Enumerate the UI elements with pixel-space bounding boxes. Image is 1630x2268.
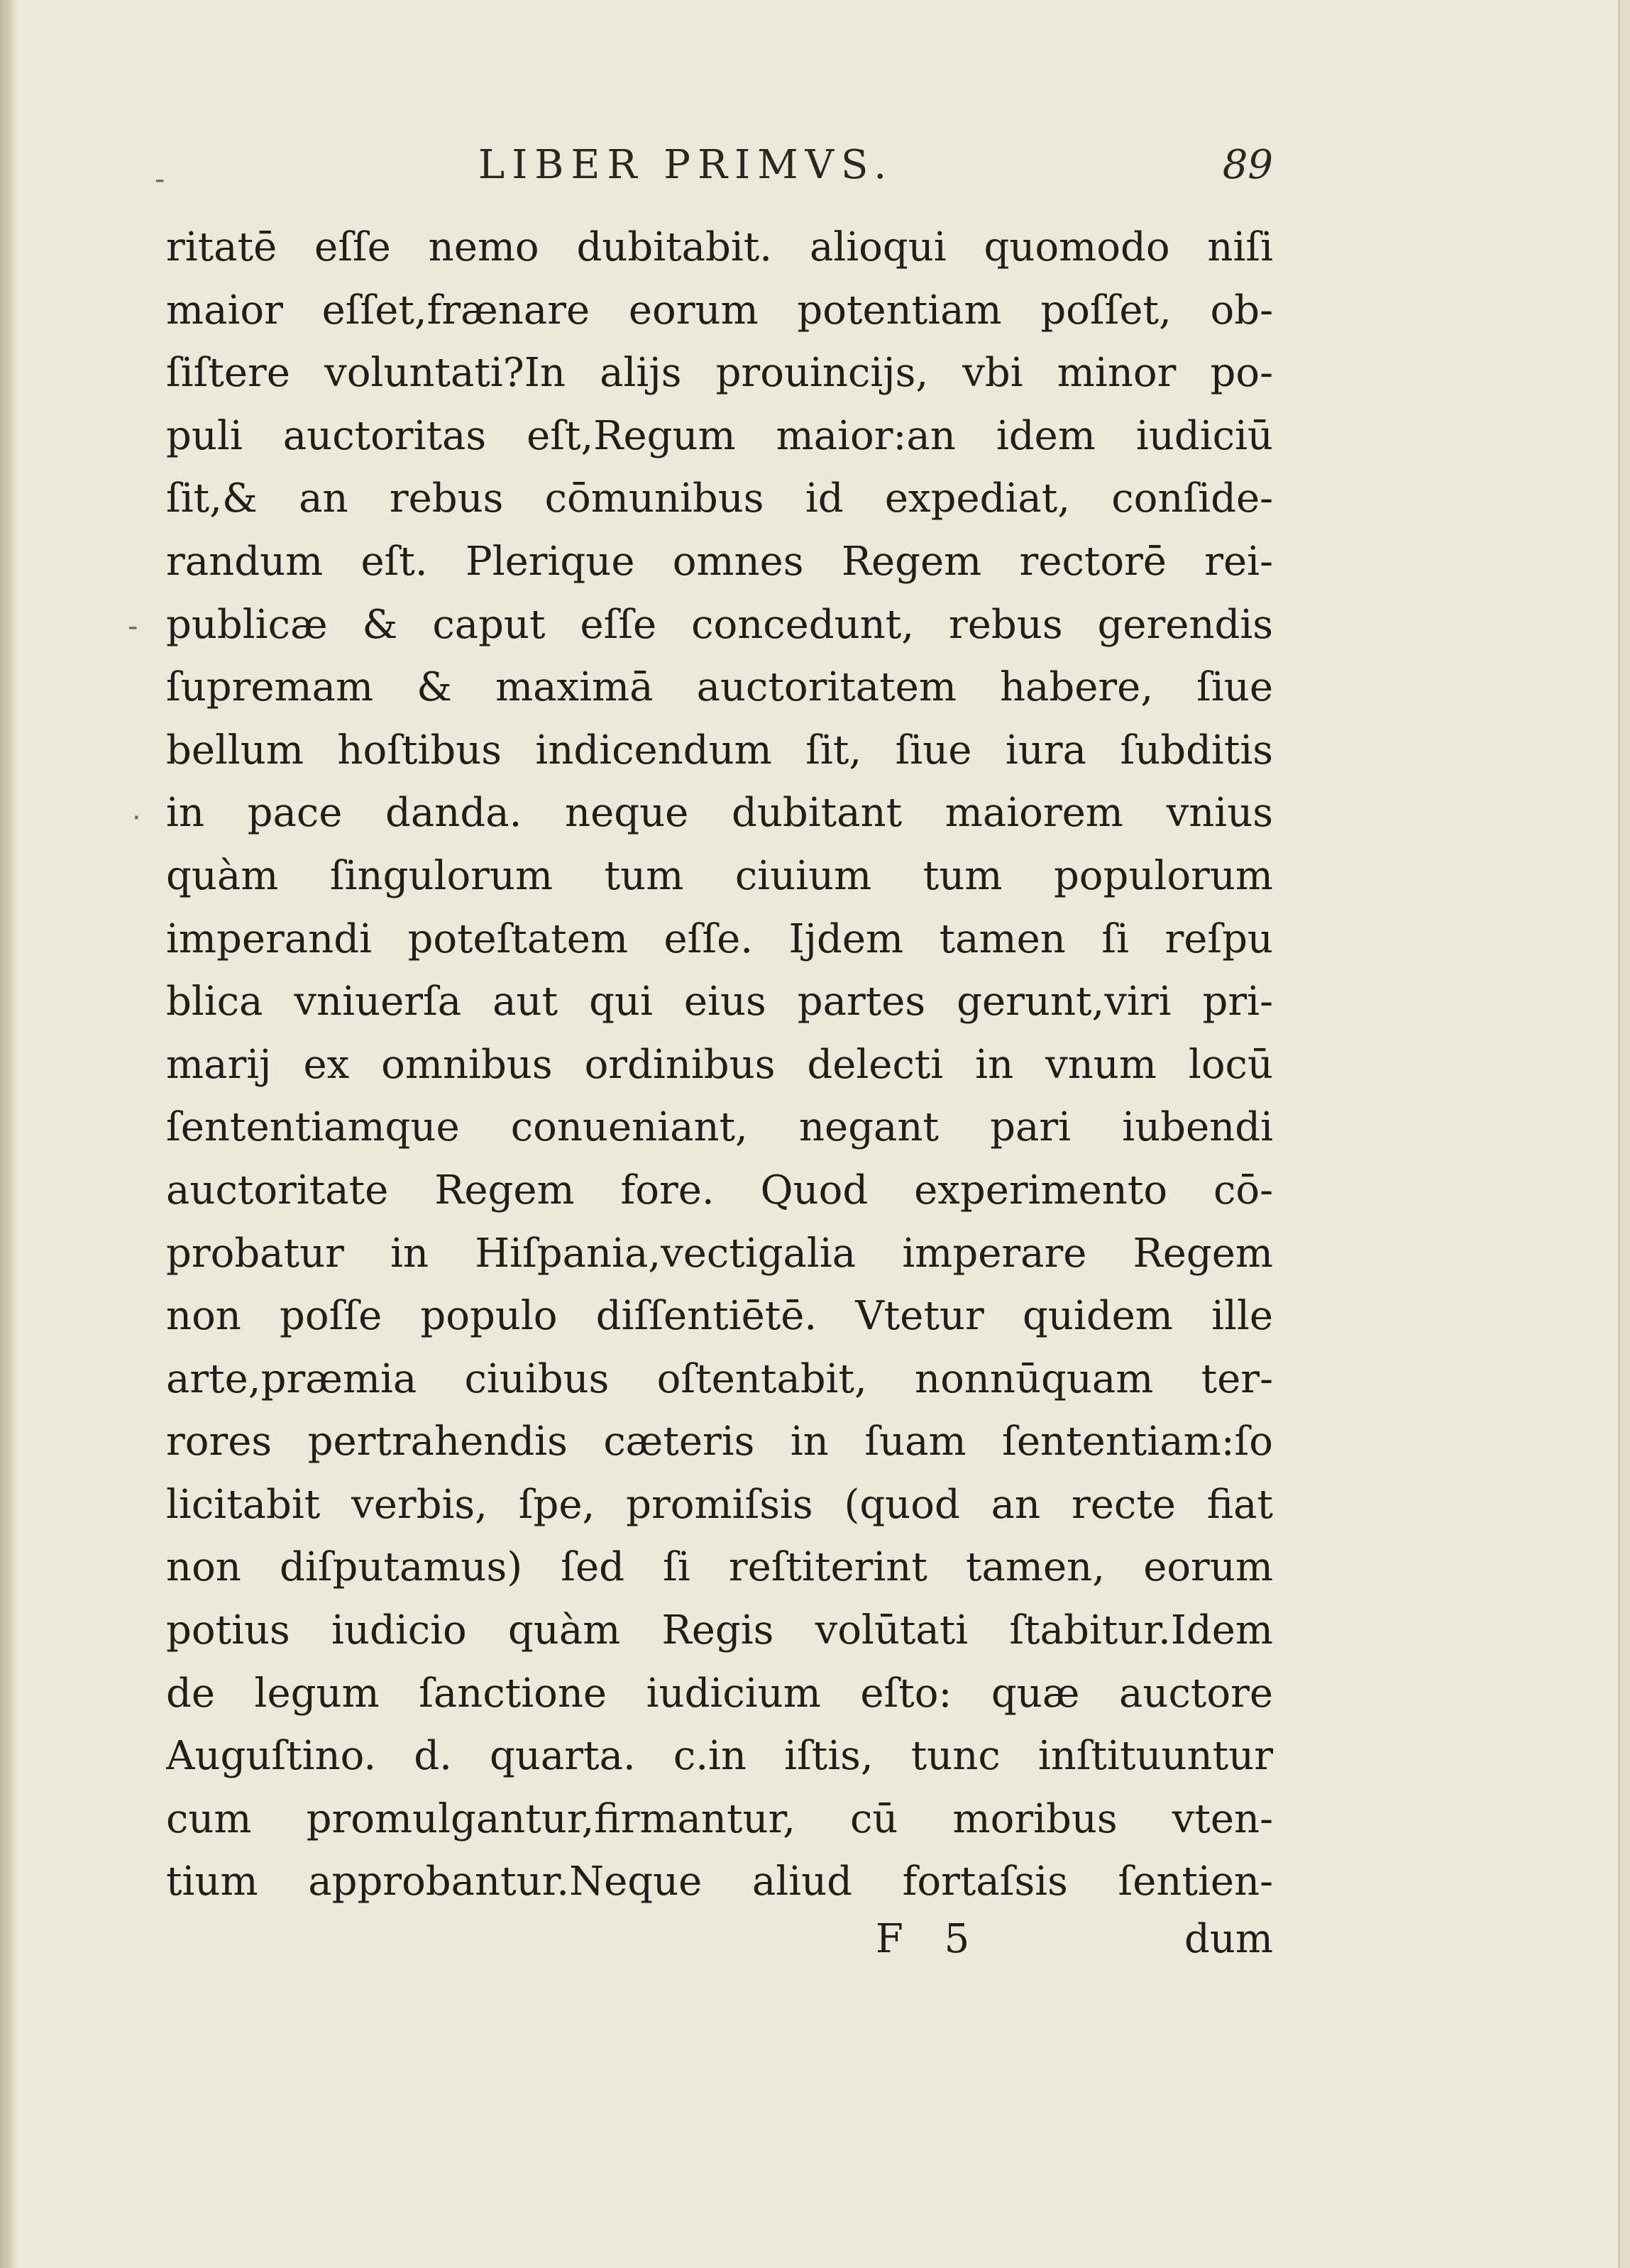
text-line: auctoritate Regem fore. Quod experimento cō- [166, 1167, 1273, 1213]
text-line: potius iudicio quàm Regis volūtati ſtabitur.Idem [166, 1607, 1273, 1654]
text-line: arte,præmia ciuibus oſtentabit, nonnūquam ter- [166, 1355, 1273, 1402]
page-edge-line [1618, 0, 1620, 2268]
text-line: tium approbantur.Neque aliud fortaſsis ſentien- [166, 1859, 1273, 1905]
text-line: ſiſtere voluntati?In alijs prouincijs, vbi minor po- [166, 350, 1273, 397]
text-line: Auguſtino. d. quarta. c.in iſtis, tunc inſtituuntur [166, 1733, 1273, 1780]
text-line: publicæ & caput eſſe concedunt, rebus gerendis [166, 601, 1273, 648]
text-line: blica vniuerſa aut qui eius partes gerunt,viri pri- [166, 979, 1273, 1025]
text-line: marij ex omnibus ordinibus delecti in vnum locū [166, 1041, 1273, 1088]
text-line: ritatē eſſe nemo dubitabit. alioqui quomodo niſi [166, 224, 1273, 270]
binding-gutter [0, 0, 18, 2268]
text-line: quàm ſingulorum tum ciuium tum populorum [166, 852, 1273, 899]
text-line: non poſſe populo diſſentiētē. Vtetur quidem ille [166, 1293, 1273, 1340]
page-number: 89 [1222, 142, 1273, 188]
margin-dash: - [155, 163, 165, 196]
text-line: ſit,& an rebus cōmunibus id expediat, conſide- [166, 475, 1273, 522]
running-head [166, 142, 1273, 199]
running-head-title: LIBER PRIMVS. [478, 142, 894, 188]
text-line: licitabit verbis, ſpe, promiſsis (quod an recte fiat [166, 1481, 1273, 1528]
signature-line [166, 1916, 1273, 1980]
margin-mark: · [132, 802, 141, 835]
text-line: imperandi poteſtatem eſſe. Ijdem tamen ſi reſpu [166, 915, 1273, 962]
text-line: puli auctoritas eſt,Regum maior:an idem iudiciū [166, 412, 1273, 459]
text-line: rores pertrahendis cæteris in ſuam ſententiam:ſo [166, 1419, 1273, 1465]
catchword: dum [1184, 1916, 1273, 1962]
text-line: randum eſt. Plerique omnes Regem rectorē rei- [166, 538, 1273, 585]
signature-mark: F 5 [876, 1916, 984, 1962]
text-line: de legum ſanctione iudicium eſto: quæ auctore [166, 1670, 1273, 1717]
text-line: non diſputamus) ſed ſi reſtiterint tamen, eorum [166, 1544, 1273, 1591]
text-line: bellum hoſtibus indicendum ſit, ſiue iura ſubditis [166, 727, 1273, 774]
text-line: cum promulgantur,firmantur, cū moribus vten- [166, 1795, 1273, 1842]
body-text [166, 216, 1273, 1914]
text-line: ſupremam & maximā auctoritatem habere, ſiue [166, 664, 1273, 711]
text-line: probatur in Hiſpania,vectigalia imperare Regem [166, 1230, 1273, 1277]
page-edge [1620, 0, 1630, 2268]
text-line: in pace danda. neque dubitant maiorem vnius [166, 790, 1273, 837]
text-line: ſententiamque conueniant, negant pari iubendi [166, 1104, 1273, 1151]
margin-dash: - [128, 610, 138, 643]
text-line: maior eſſet,frænare eorum potentiam poſſet, ob- [166, 287, 1273, 334]
